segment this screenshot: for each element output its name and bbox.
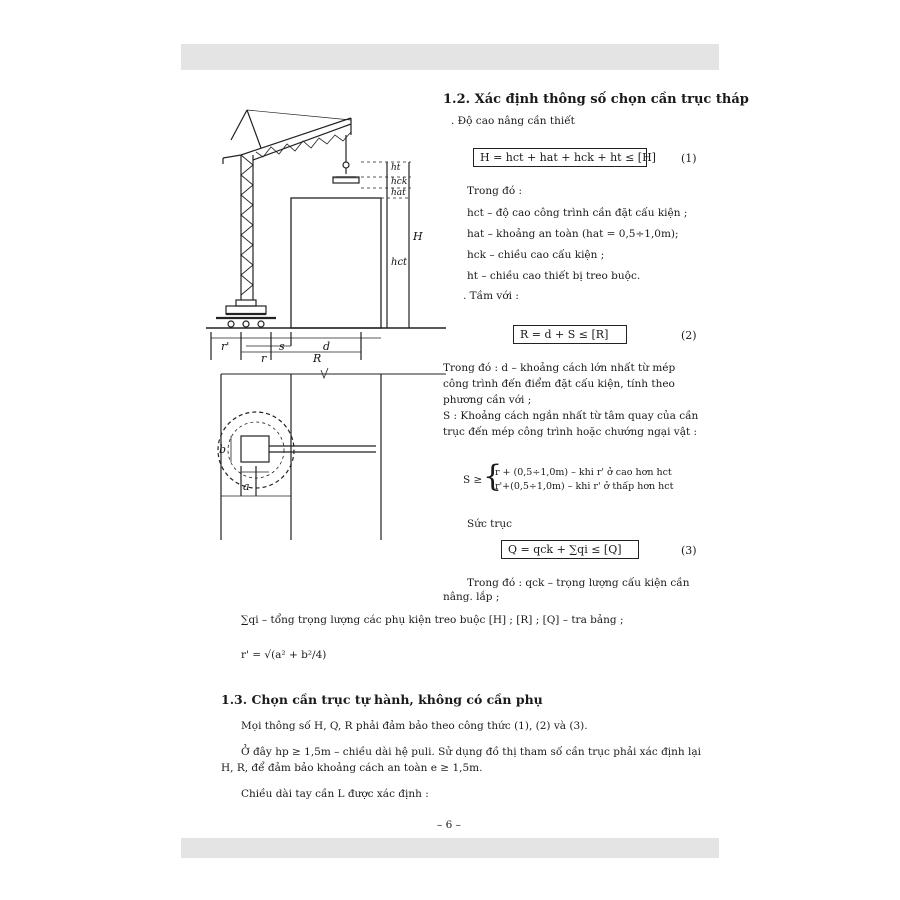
fig-label-H: H [413,230,423,243]
lifting-height-label: . Độ cao nâng cần thiết [451,115,575,127]
fig-label-b: b [219,443,227,456]
where-label: Trong đó : [467,185,523,197]
document-page [181,70,749,838]
s-case-2: r'+(0,5÷1,0m) – khi r' ở thấp hơn hct [495,481,674,492]
fig-label-a: a [243,480,250,493]
fig-label-R: R [313,352,322,365]
fig-label-hct: hct [391,257,408,268]
top-gray-band [181,44,719,70]
section-1-2-title: 1.2. Xác định thông số chọn cần trục tháp [443,92,749,107]
definition-hck: hck – chiều cao cấu kiện ; [467,249,605,261]
formula-1: H = hct + hat + hck + ht ≤ [H] [473,148,647,167]
fig-label-r-prime: r' [221,340,230,353]
fig-label-d: d [323,340,331,353]
q-definition-line2: nâng. lắp ; [443,591,500,603]
definition-ht: ht – chiều cao thiết bị treo buộc. [467,270,641,282]
s-case-1: r + (0,5÷1,0m) – khi r' ở cao hơn hct [495,467,672,478]
fig-label-r: r [261,352,267,365]
formula-3: Q = qck + ∑qi ≤ [Q] [501,540,639,559]
r-prime-formula: r' = √(a² + b²/4) [241,649,327,661]
fig-label-s: s [279,340,285,353]
section-1-3-para1: Mọi thông số H, Q, R phải đảm bảo theo công thức (1), (2) và (3). [241,720,588,732]
q-definition-line1: Trong đó : qck – trọng lượng cấu kiện cần [467,577,690,589]
fig-label-ht: ht [391,163,401,173]
definition-hat: hat – khoảng an toàn (hat = 0,5÷1,0m); [467,228,679,240]
section-1-3-para2: Ở đây hp ≥ 1,5m – chiều dài hệ puli. Sử dụng đồ thị tham số cần trục phải xác định lại H, R, để đảm bảo khoảng cách an toàn e ≥ 1,5m. [221,746,702,774]
section-1-3-para3: Chiều dài tay cần L được xác định : [241,788,429,800]
fig-label-hat: hat [391,188,406,198]
page-number: – 6 – [437,819,461,831]
formula-2: R = d + S ≤ [R] [513,325,627,344]
formula-1-number: (1) [681,152,697,165]
formula-3-number: (3) [681,544,697,557]
s-definition: S : Khoảng cách ngắn nhất từ tâm quay của cần trục đến mép công trình hoặc chướng ngại vật : [443,410,699,438]
fig-label-hck: hck [391,177,408,187]
definition-hct: hct – độ cao công trình cần đặt cấu kiện ; [467,207,688,219]
brace-glyph: { [483,459,503,494]
load-label: Sức trục [467,518,513,530]
formula-2-number: (2) [681,329,697,342]
section-1-3-title: 1.3. Chọn cần trục tự hành, không có cần phụ [221,692,543,707]
reach-label: . Tầm với : [463,290,519,302]
sum-definition: ∑qi – tổng trọng lượng các phụ kiện treo buộc [H] ; [R] ; [Q] – tra bảng ; [241,614,624,626]
s-prefix: S ≥ [463,474,483,486]
d-definition: Trong đó : d – khoảng cách lớn nhất từ mép công trình đến điểm đặt cấu kiện, tính theo phương cần với ; [443,362,676,406]
tower-crane-figure [201,100,461,540]
bottom-gray-band [181,838,719,858]
